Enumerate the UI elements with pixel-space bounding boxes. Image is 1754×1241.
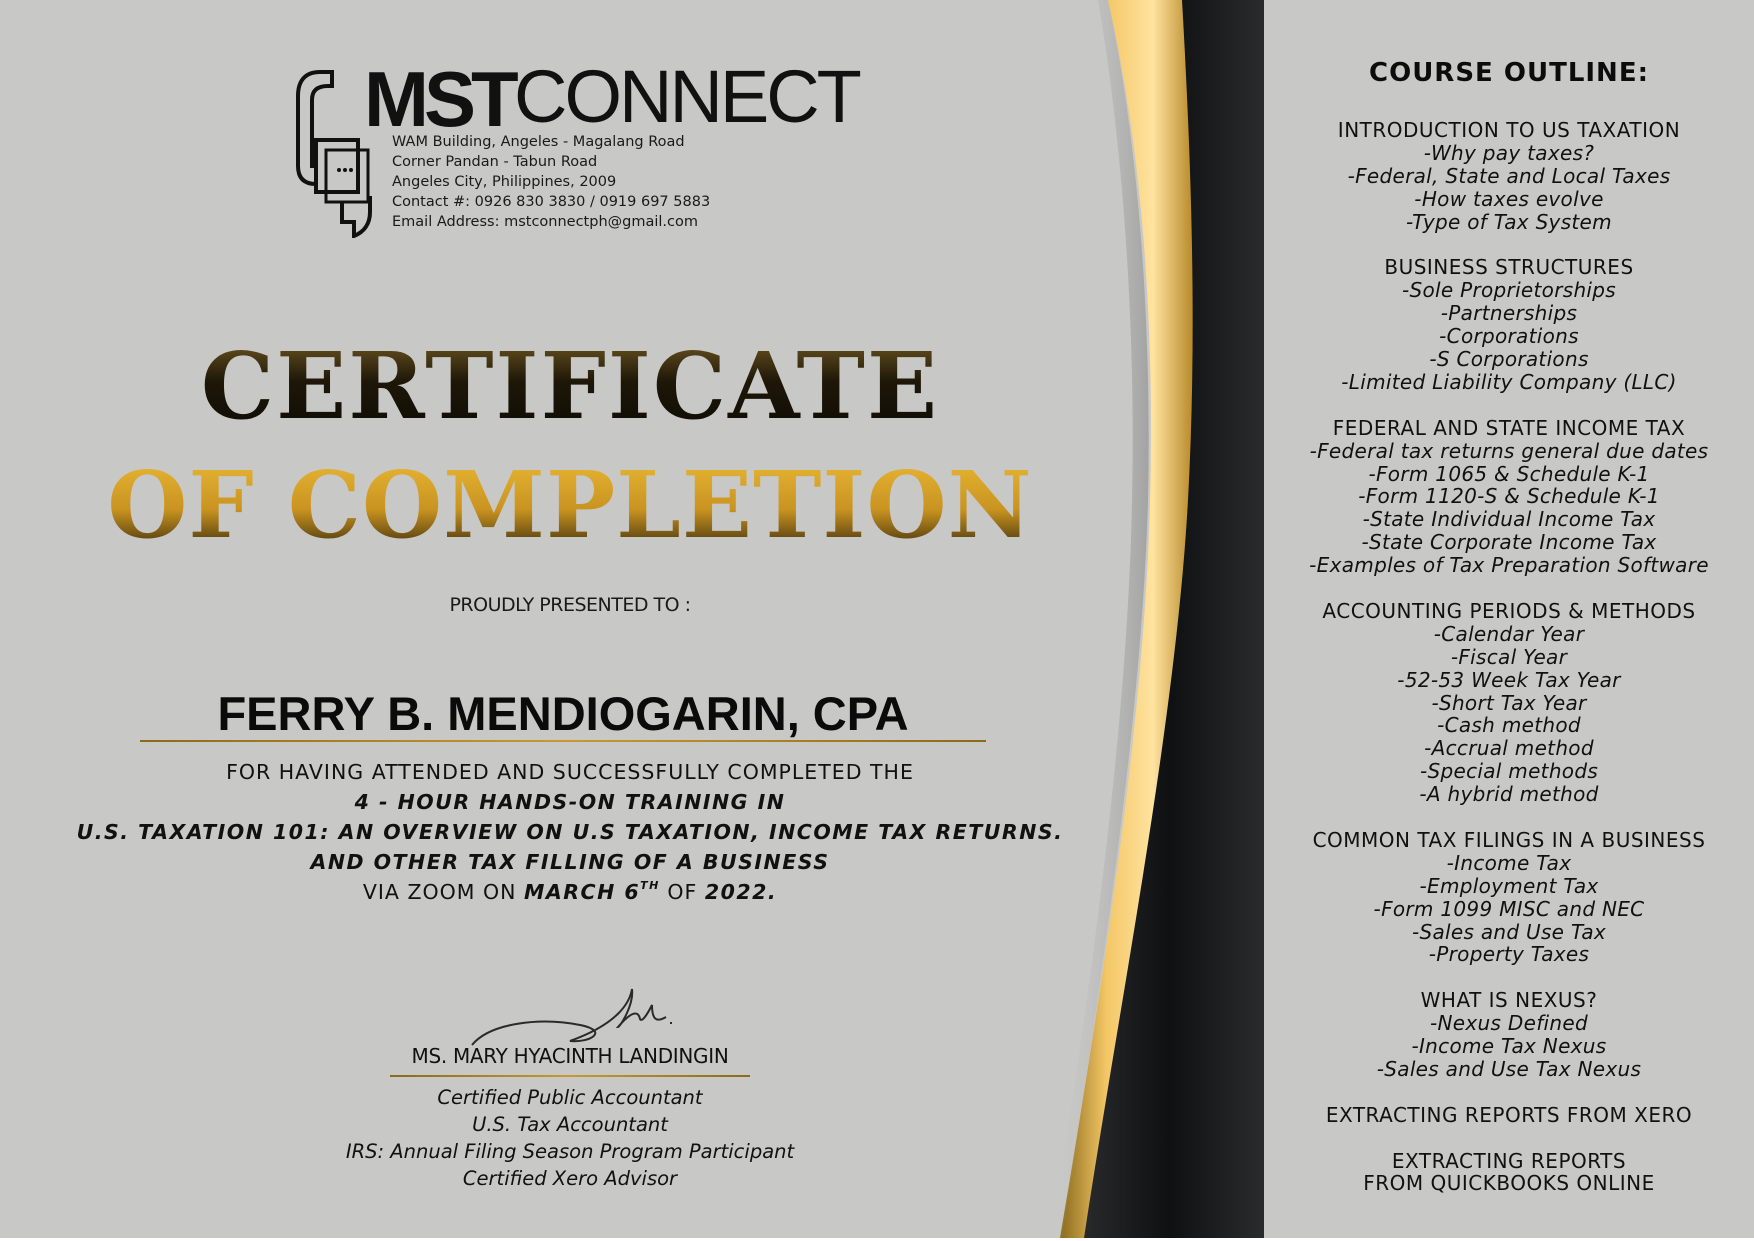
outline-item: -Calendar Year	[1433, 621, 1585, 646]
outline-item: -Employment Tax	[1419, 873, 1599, 898]
body-line-1: FOR HAVING ATTENDED AND SUCCESSFULLY COMPLETED THE	[226, 760, 914, 784]
outline-section-heading: FEDERAL AND STATE INCOME TAX	[1332, 415, 1686, 440]
date-suffix: TH	[640, 879, 660, 892]
outline-item: -Income Tax Nexus	[1411, 1034, 1607, 1058]
date-year: 2022.	[704, 880, 778, 904]
email-line: Email Address: mstconnectph@gmail.com	[392, 214, 698, 230]
outline-item: -Form 1120-S & Schedule K-1	[1358, 484, 1660, 509]
logo-address	[392, 132, 710, 232]
credential: Certified Xero Advisor	[462, 1167, 678, 1190]
outline-item: -Partnerships	[1440, 301, 1578, 326]
outline-item: -Form 1065 & Schedule K-1	[1368, 461, 1650, 486]
outline-section-heading: BUSINESS STRUCTURES	[1384, 255, 1634, 280]
outline-item: -Why pay taxes?	[1423, 140, 1595, 165]
outline-item: -52-53 Week Tax Year	[1397, 667, 1621, 692]
training-hours: 4 - HOUR HANDS-ON TRAINING IN	[354, 790, 786, 814]
outline-item: -Sole Proprietorships	[1401, 278, 1617, 303]
mstconnect-logo	[292, 55, 872, 242]
outline-item: -Sales and Use Tax Nexus	[1376, 1056, 1642, 1081]
outline-item: -Short Tax Year	[1431, 690, 1587, 715]
address-line: Corner Pandan - Tabun Road	[392, 154, 598, 170]
outline-item: -State Corporate Income Tax	[1361, 530, 1657, 555]
outline-item: -A hybrid method	[1419, 782, 1599, 807]
logo-connect-text: CONNECT	[514, 55, 859, 138]
credential: IRS: Annual Filing Season Program Participant	[345, 1140, 795, 1163]
contact-line: Contact #: 0926 830 3830 / 0919 697 5883	[392, 194, 711, 210]
outline-item: -Accrual method	[1424, 736, 1594, 761]
outline-item: -Form 1099 MISC and NEC	[1373, 896, 1645, 921]
logo-mst-text: MST	[364, 55, 514, 143]
recipient-underline	[140, 740, 986, 742]
course-outline-title: COURSE OUTLINE:	[1369, 58, 1649, 88]
date-month: MARCH 6	[523, 880, 641, 904]
address-line: Angeles City, Philippines, 2009	[392, 174, 617, 190]
outline-section-heading: COMMON TAX FILINGS IN A BUSINESS	[1312, 827, 1706, 852]
outline-item: -State Individual Income Tax	[1362, 507, 1656, 532]
outline-item: -How taxes evolve	[1414, 186, 1604, 211]
outline-item: -Fiscal Year	[1450, 644, 1568, 669]
date-prefix: VIA ZOOM ON	[362, 880, 524, 904]
outline-section-heading: ACCOUNTING PERIODS & METHODS	[1322, 598, 1696, 623]
outline-section-heading: WHAT IS NEXUS?	[1420, 988, 1598, 1013]
signatory-name: MS. MARY HYACINTH LANDINGIN	[411, 1044, 729, 1068]
outline-item: -Sales and Use Tax	[1411, 919, 1607, 944]
training-date	[0, 880, 1140, 904]
signatory-underline	[390, 1075, 750, 1077]
outline-item: -Cash method	[1437, 713, 1581, 738]
presented-to-label: PROUDLY PRESENTED TO :	[449, 594, 691, 616]
outline-section-heading: EXTRACTING REPORTS FROM XERO	[1325, 1102, 1693, 1127]
outline-item: -Limited Liability Company (LLC)	[1341, 369, 1677, 394]
outline-item: -Type of Tax System	[1406, 209, 1612, 234]
outline-item: -Federal, State and Local Taxes	[1347, 163, 1671, 188]
credential: U.S. Tax Accountant	[472, 1113, 668, 1136]
certificate-subtitle: OF COMPLETION	[0, 459, 1140, 551]
certificate-title: CERTIFICATE	[0, 340, 1140, 432]
training-title-cont: AND OTHER TAX FILLING OF A BUSINESS	[310, 850, 830, 874]
outline-section-heading: EXTRACTING REPORTS	[1391, 1148, 1627, 1173]
outline-item: -Property Taxes	[1428, 942, 1590, 967]
address-line: WAM Building, Angeles - Magalang Road	[392, 134, 685, 150]
date-mid: OF	[659, 880, 705, 904]
outline-section-heading: INTRODUCTION TO US TAXATION	[1337, 118, 1681, 142]
outline-section-heading: FROM QUICKBOOKS ONLINE	[1363, 1171, 1655, 1196]
outline-item: -Income Tax	[1446, 850, 1572, 875]
outline-item: -S Corporations	[1429, 347, 1589, 371]
outline-item: -Nexus Defined	[1430, 1011, 1588, 1036]
training-title: U.S. TAXATION 101: AN OVERVIEW ON U.S TAXATION, INCOME TAX RETURNS.	[76, 820, 1064, 844]
outline-item: -Examples of Tax Preparation Software	[1309, 553, 1709, 578]
outline-item: -Federal tax returns general due dates	[1309, 438, 1709, 463]
credential: Certified Public Accountant	[437, 1086, 703, 1109]
recipient-name: FERRY B. MENDIOGARIN, CPA	[217, 687, 909, 740]
outline-item: -Corporations	[1439, 324, 1579, 349]
outline-item: -Special methods	[1419, 759, 1599, 784]
